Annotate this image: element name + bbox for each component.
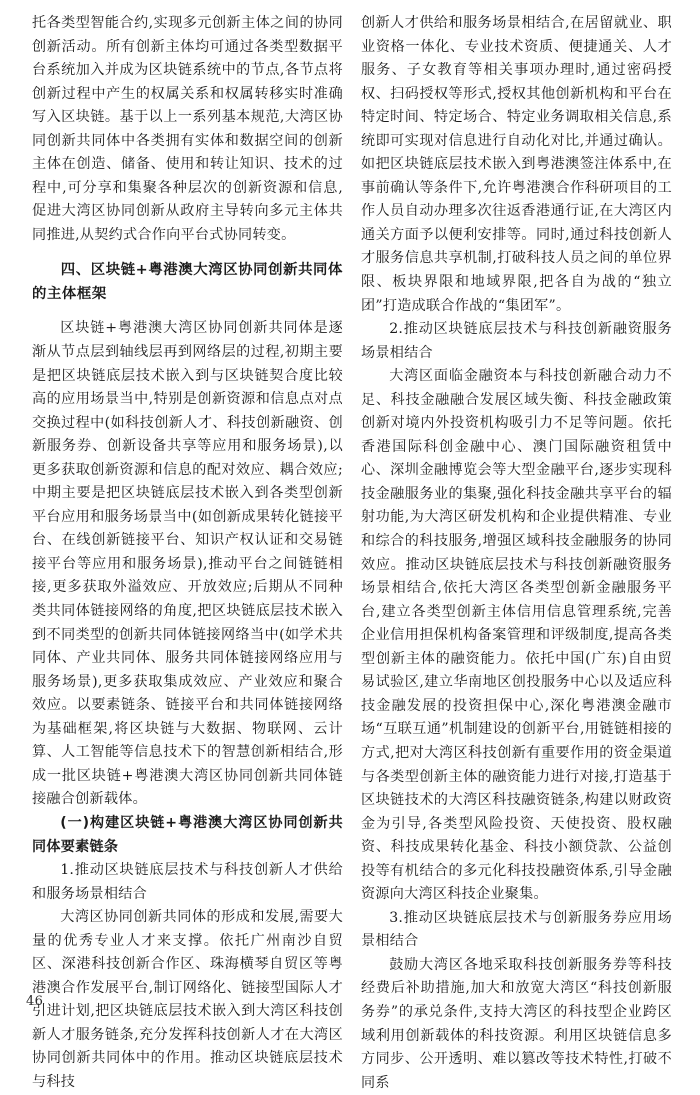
numbered-heading: 2.推动区块链底层技术与科技创新融资服务场景相结合 bbox=[361, 321, 672, 361]
paragraph: 鼓励大湾区各地采取科技创新服务券等科技经费后补助措施,加大和放宽大湾区“科技创新服务券”的承兑条件,支持大湾区的科技型企业跨区域利用创新载体的科技资源。利用区块链信息多方同步、公开透明、难以篡改等技术特性,打破不同系 bbox=[361, 956, 672, 1091]
numbered-heading: 1.推动区块链底层技术与科技创新人才供给和服务场景相结合 bbox=[32, 862, 343, 902]
paragraph: 大湾区面临金融资本与科技创新融合动力不足、科技金融融合发展区域失衡、科技金融政策创新对境内外投资机构吸引力不足等问题。依托香港国际科创金融中心、澳门国际融资租赁中心、深圳金融博览会等大型金融平台,逐步实现科技金融服务业的集聚,强化科技金融共享平台的辐射功能,为大湾区研发机构和企业提供精准、专业和综合的科技服务,增强区域科技金融服务的协同效应。推动区块链底层技术与科技创新融资服务场景相结合,依托大湾区各类型创新金融服务平台,建立各类型创新主体信用信息管理系统,完善企业信用担保机构备案管理和评级制度,提高各类型创新主体的融资能力。依托中国(广东)自由贸易试验区,建立华南地区创投服务中心以及适应科技金融发展的投资担保中心,深化粤港澳金融市场“互联互通”机制建设的创新平台,用链链相接的方式,把对大湾区科技创新有重要作用的资金渠道与各类型创新主体的融资能力进行对接,打造基于区块链技术的大湾区科技融资链条,构建以财政资金为引导,各类型风险投资、天使投资、股权融资、科技成果转化基金、科技小额贷款、公益创投等有机结合的多元化科技投融资体系,引导金融资源向大湾区科技企业聚集。 bbox=[361, 368, 672, 903]
numbered-heading: 3.推动区块链底层技术与创新服务券应用场景相结合 bbox=[361, 909, 672, 950]
right-column bbox=[361, 12, 672, 1091]
page-number: 46 bbox=[26, 994, 44, 1009]
paragraph-continued: 创新人才供给和服务场景相结合,在居留就业、职业资格一体化、专业技术资质、便捷通关、人才服务、子女教育等相关事项办理时,通过密码授权、扫码授权等形式,授权其他创新机构和平台在特定时间、特定场合、特定业务调取相关信息,系统即可实现对信息进行自动化对比,并通过确认。如把区块链底层技术嵌入到粤港澳签注体系中,在事前确认等条件下,允许粤港澳合作科研项目的工作人员自动办理多次往返香港通行证,在大湾区内通关方面予以便利安排等。同时,通过科技创新人才服务信息共享机制,打破科技人员之间的单位界限、板块界限和地域界限,把各自为战的“独立团”打造成联合作战的“集团军”。 bbox=[361, 15, 672, 314]
section-heading: 四、区块链+粤港澳大湾区协同创新共同体的主体框架 bbox=[32, 262, 343, 303]
paragraph: 大湾区协同创新共同体的形成和发展,需要大量的优秀专业人才来支撑。依托广州南沙自贸区、深港科技创新合作区、珠海横琴自贸区等粤港澳合作发展平台,制订网络化、链接型国际人才引进计划,把区块链底层技术嵌入到大湾区科技创新人才服务链条,充分发挥科技创新人才在大湾区协同创新共同体中的作用。推动区块链底层技术与科技 bbox=[32, 909, 343, 1090]
paragraph: 区块链+粤港澳大湾区协同创新共同体是逐渐从节点层到轴线层再到网络层的过程,初期主要是把区块链底层技术嵌入到与区块链契合度比较高的应用场景当中,特别是创新资源和信息点对点交换过程中(如科技创新人才、科技创新融资、创新服务券、创新设备共享等应用和服务场景),以更多获取创新资源和信息的配对效应、耦合效应;中期主要是把区块链底层技术嵌入到各类型创新平台应用和服务场景当中(如创新成果转化链接平台、在线创新链接平台、知识产权认证和交易链接平台等应用和服务场景),推动平台之间链链相接,更多获取外溢效应、开放效应;后期从不同种类共同体链接网络的角度,把区块链底层技术嵌入到不同类型的创新共同体链接网络当中(如学术共同体、产业共同体、服务共同体链接网络应用与服务场景),更多获取集成效应、产业效应和聚合效应。以要素链条、链接平台和共同体链接网络为基础框架,将区块链与大数据、物联网、云计算、人工智能等信息技术下的智慧创新相结合,形成一批区块链+粤港澳大湾区协同创新共同体链接融合创新载体。 bbox=[32, 320, 343, 808]
paragraph-continued: 托各类型智能合约,实现多元创新主体之间的协同创新活动。所有创新主体均可通过各类型数据平台系统加入并成为区块链系统中的节点,各节点将创新过程中产生的权属关系和权属转移实时准确写入区块链。基于以上一系列基本规范,大湾区协同创新共同体中各类拥有实体和数据空间的创新主体在创造、储备、使用和转让知识、技术的过程中,可分享和集聚各种层次的创新资源和信息,促进大湾区协同创新从政府主导转向多元主体共同推进,从契约式合作向平台式协同转变。 bbox=[32, 15, 343, 243]
sub-heading: (一)构建区块链+粤港澳大湾区协同创新共同体要素链条 bbox=[32, 814, 343, 855]
